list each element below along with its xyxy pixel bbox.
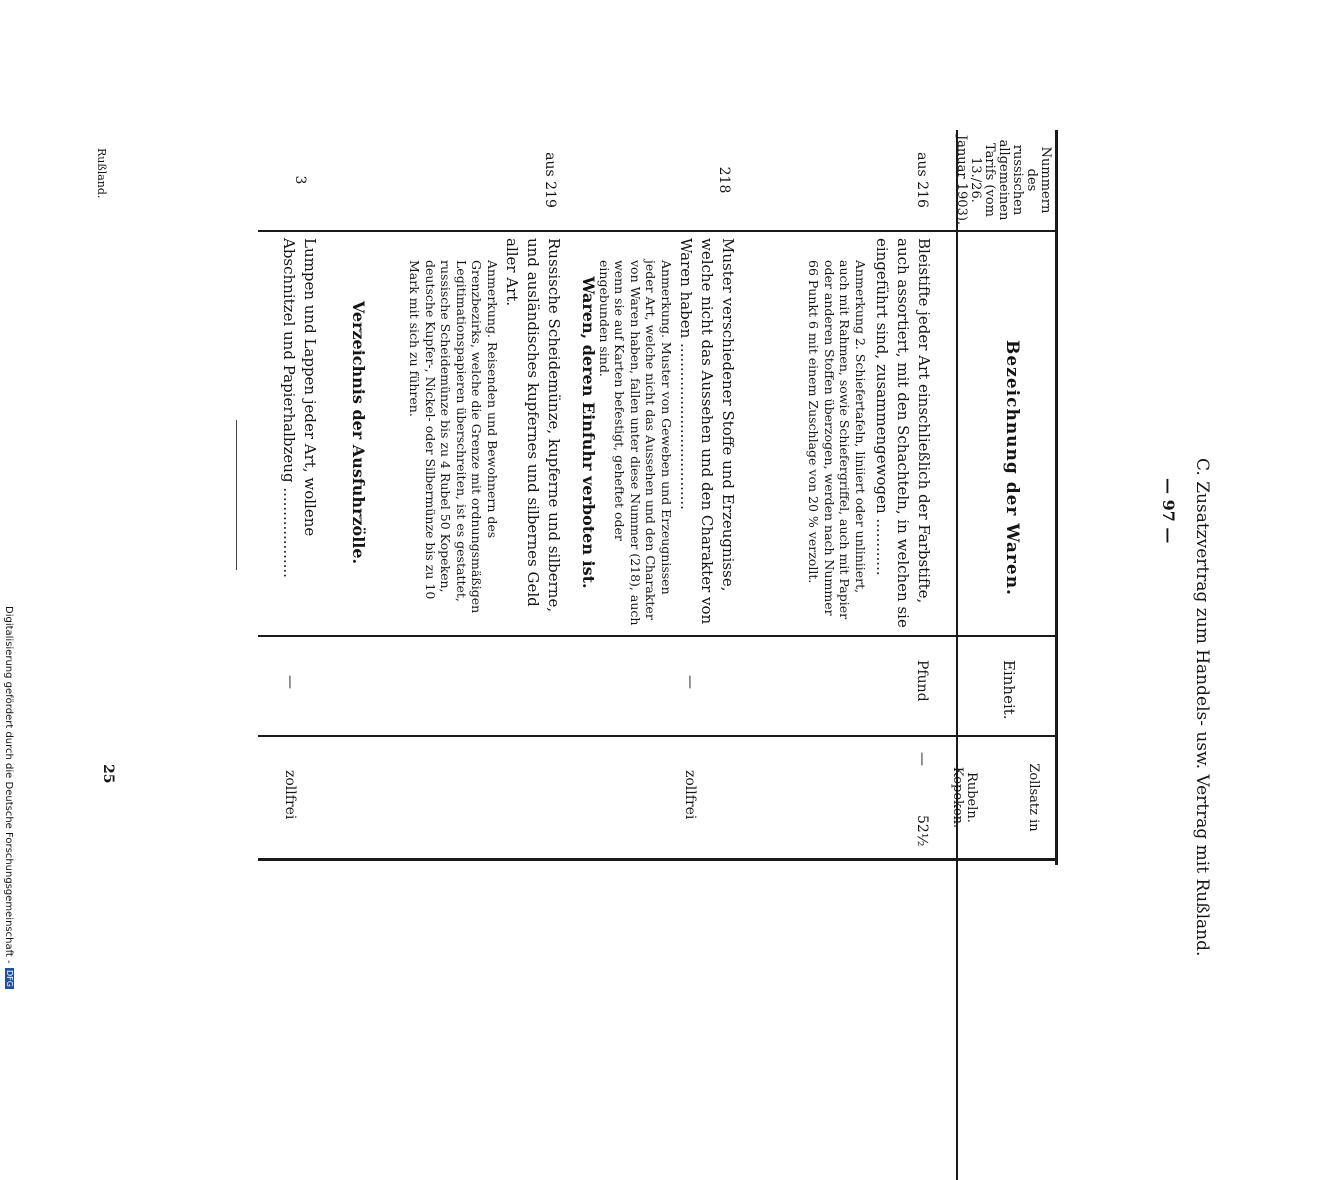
row-rubles: —	[914, 752, 930, 766]
row-duty: zollfrei	[282, 770, 298, 820]
row-number: aus 219	[542, 152, 558, 208]
page-number: — 97 —	[1159, 478, 1178, 544]
header-designation: Bezeichnung der Waren.	[1002, 340, 1022, 596]
header-bottom-rule	[956, 130, 958, 1180]
section-prohibited: Waren, deren Einfuhr verboten ist.	[579, 276, 598, 589]
decorative-rule	[236, 420, 237, 570]
col-rule-2	[258, 635, 1058, 637]
footer-country: Rußland.	[95, 148, 108, 199]
col-rule-4	[258, 858, 1058, 861]
col-rule-1	[258, 230, 1058, 232]
digitization-credit: Digitalisierung gefördert durch die Deutsche Forschungsgemeinschaft -	[3, 606, 14, 964]
row-text: Muster verschiedener Stoffe und Erzeugnisse, welche nicht das Aussehen und den Charakter von Waren haben ...................................	[677, 238, 737, 625]
row-number: 3	[292, 175, 308, 185]
row-kopeks: 52½	[914, 815, 930, 847]
dfg-logo: DFG	[5, 970, 14, 987]
row-unit: Pfund	[914, 660, 930, 702]
row-duty: zollfrei	[682, 770, 698, 820]
sheet-number: 25	[100, 764, 116, 784]
row-number: aus 216	[914, 152, 930, 208]
row-number: 218	[716, 166, 732, 194]
tariff-table	[258, 130, 1058, 1180]
row-unit: —	[282, 675, 298, 689]
row-text: Lumpen und Lappen jeder Art, wollene Abschnitzel und Papierhalbzeug ...................	[280, 238, 319, 578]
header-numbers: Nummern des russischen allgemeinen Tarifs (vom 13./26. Januar 1903).	[954, 134, 1053, 226]
header-duty: Zollsatz in	[1026, 763, 1041, 832]
table-top-rule	[1055, 130, 1058, 865]
row-note: Anmerkung. Reisenden und Bewohnern des Grenzbezirks, welche die Grenze mit ordnungsmäßigen Legitimationspapieren überschreiten, ist es gestattet, russische Scheidemünze bis zu 4 Rubel 50 Kopeken, deutsche Kupfer-, Nickel- oder Silbermünze bis zu 10 Mark mit sich zu führen.	[407, 260, 500, 614]
row-note: Anmerkung. Muster von Geweben und Erzeugnissen jeder Art, welche nicht das Aussehen und den Charakter von Waren haben, fallen unter diese Nummer (218), auch wenn sie auf Karten befestigt, geheftet oder eingebunden sind.	[597, 260, 674, 626]
running-header-title: C. Zusatzvertrag zum Handels- usw. Vertrag mit Rußland.	[1192, 458, 1212, 957]
col-rule-3	[258, 735, 1058, 737]
row-text: Russische Scheidemünze, kupferne und silberne, und ausländisches kupfernes und silbernes Geld aller Art.	[503, 238, 563, 613]
row-text: Bleistifte jeder Art einschließlich der Farbstifte, auch assortiert, mit den Schachteln, in welchen sie eingeführt sind, zusammengewogen ............	[873, 238, 933, 628]
row-unit: —	[682, 675, 698, 689]
header-unit: Einheit.	[1000, 660, 1018, 720]
row-note: Anmerkung 2. Schiefertafeln, liniiert oder unliniiert, auch mit Rahmen, sowie Schiefergriffel, auch mit Papier oder anderen Stoffen überzogen, werden nach Nummer 66 Punkt 6 mit einem Zuschlage von 20 % verzollt.	[806, 260, 868, 620]
section-export: Verzeichnis der Ausfuhrzölle.	[349, 300, 368, 565]
header-duty-sub: Rubeln. Kopeken.	[950, 766, 979, 829]
